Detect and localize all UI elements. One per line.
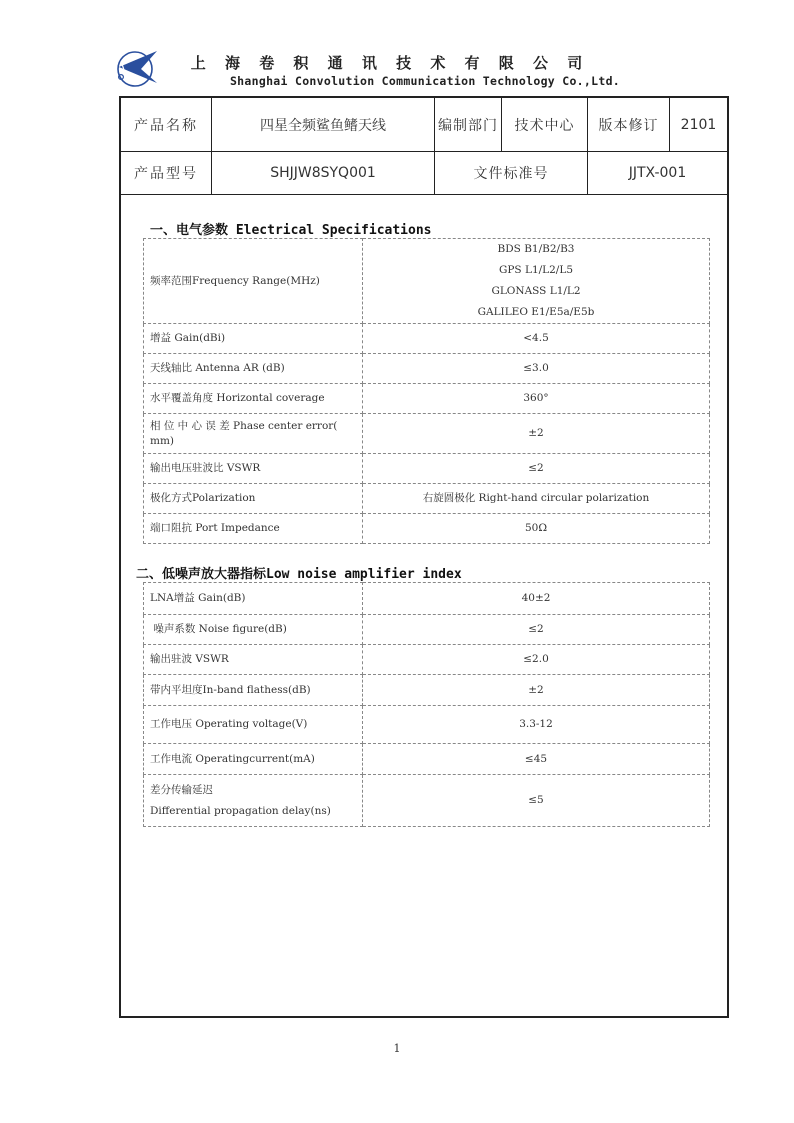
spec-label: 噪声系数 Noise figure(dB) [144,615,363,645]
dept-label: 编制部门 [434,98,501,151]
freq-band: GALILEO E1/E5a/E5b [477,306,595,318]
product-name-value: 四星全频鲨鱼鳍天线 [211,98,434,151]
spec-label: 工作电压 Operating voltage(V) [144,706,363,744]
spec-value: 50Ω [363,514,710,544]
spec-value: ≤3.0 [363,354,710,384]
spec-value: ≤2 [363,615,710,645]
info-row-1 [121,98,727,152]
table-row [144,744,710,775]
spec-label: 工作电流 Operatingcurrent(mA) [144,744,363,775]
freq-band: BDS B1/B2/B3 [497,243,575,255]
table-row [144,414,710,454]
table-row [144,583,710,615]
table-row [144,706,710,744]
lna-spec-table [143,582,710,827]
document-frame [119,96,729,1018]
version-label: 版本修订 [587,98,669,151]
table-row [144,484,710,514]
table-row [144,514,710,544]
table-row [144,384,710,414]
spec-value: ±2 [363,414,710,454]
freq-band: GPS L1/L2/L5 [498,264,574,276]
model-value: SHJJW8SYQ001 [211,152,434,194]
spec-value: ≤2 [363,454,710,484]
spec-label: 带内平坦度In-band flathess(dB) [144,675,363,706]
spec-label: 端口阻抗 Port Impedance [144,514,363,544]
electrical-spec-table [143,238,710,544]
spec-label: LNA增益 Gain(dB) [144,583,363,615]
spec-value: ≤2.0 [363,645,710,675]
spec-value [363,239,710,324]
spec-value: 右旋圆极化 Right-hand circular polarization [363,484,710,514]
spec-label-cn: 差分传输延迟 [150,783,213,796]
spec-label: 增益 Gain(dBi) [144,324,363,354]
spec-value: 3.3-12 [363,706,710,744]
section-2-title: 二、低噪声放大器指标Low noise amplifier index [136,567,462,582]
spec-value: 40±2 [363,583,710,615]
std-label: 文件标准号 [434,152,587,194]
spec-label: 天线轴比 Antenna AR (dB) [144,354,363,384]
version-value: 2101 [669,98,727,151]
spec-label-en: Differential propagation delay(ns) [150,804,331,817]
dept-value: 技术中心 [501,98,587,151]
spec-value: 360° [363,384,710,414]
model-label: 产品型号 [134,166,198,182]
company-logo-icon [115,45,161,91]
spec-label: 相 位 中 心 误 差 Phase center error( mm) [144,414,363,454]
page-number: 1 [393,1042,401,1055]
spec-label [144,775,363,827]
spec-label: 输出电压驻波比 VSWR [144,454,363,484]
spec-value: ≤5 [363,775,710,827]
spec-value: ≤45 [363,744,710,775]
spec-label: 水平覆盖角度 Horizontal coverage [144,384,363,414]
spec-label: 极化方式Polarization [144,484,363,514]
table-row [144,775,710,827]
std-value: JJTX-001 [587,152,727,194]
table-row [144,324,710,354]
spec-value: ±2 [363,675,710,706]
table-row [144,645,710,675]
info-row-2 [121,152,727,195]
table-row [144,454,710,484]
freq-band: GLONASS L1/L2 [491,285,581,297]
table-row [144,239,710,324]
table-row [144,675,710,706]
company-name-cn: 上 海 卷 积 通 讯 技 术 有 限 公 司 [190,54,590,72]
company-name-en: Shanghai Convolution Communication Technology Co.,Ltd. [229,74,621,88]
table-row [144,615,710,645]
section-1-title: 一、电气参数 Electrical Specifications [150,223,432,238]
table-row [144,354,710,384]
spec-value: <4.5 [363,324,710,354]
spec-label: 输出驻波 VSWR [144,645,363,675]
spec-label: 频率范围Frequency Range(MHz) [144,239,363,324]
product-name-label: 产品名称 [134,117,198,134]
